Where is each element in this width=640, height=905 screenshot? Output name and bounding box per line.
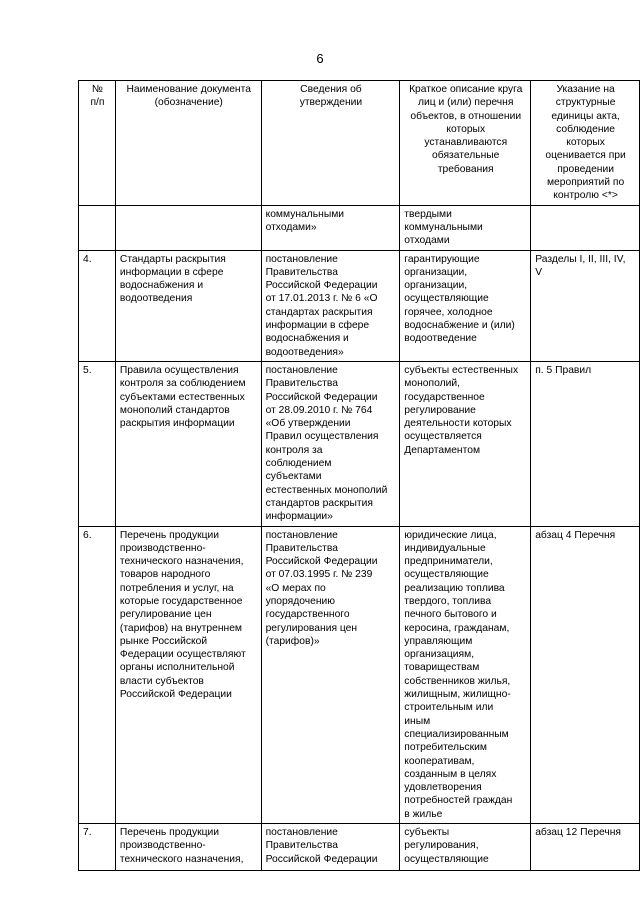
cell-approval-info: постановление Правительства Российской Федерации от 17.01.2013 г. № 6 «О стандартах раскрытия информации в сфере водоснабжения и водоотведения» — [261, 250, 400, 361]
cell-number: 7. — [79, 824, 116, 871]
table-row — [79, 250, 640, 361]
table-row — [79, 526, 640, 824]
cell-structural-units: абзац 4 Перечня — [531, 526, 640, 824]
cell-number — [79, 205, 116, 250]
cell-structural-units: Разделы I, II, III, IV, V — [531, 250, 640, 361]
cell-structural-units: абзац 12 Перечня — [531, 824, 640, 871]
cell-structural-units: п. 5 Правил — [531, 361, 640, 526]
cell-number: 6. — [79, 526, 116, 824]
header-number: № п/п — [79, 81, 116, 206]
cell-document-name: Перечень продукции производственно- технического назначения, — [115, 824, 261, 871]
cell-structural-units — [531, 205, 640, 250]
page-number: 6 — [316, 51, 324, 66]
cell-document-name: Перечень продукции производственно- технического назначения, товаров народного потребления и услуг, на которые государственное регулирование цен (тарифов) на внутреннем рынке Российской Федерации осуществляют органы исполнительной власти субъектов Российской Федерации — [115, 526, 261, 824]
header-document-name: Наименование документа (обозначение) — [115, 81, 261, 206]
cell-approval-info: коммунальными отходами» — [261, 205, 400, 250]
cell-approval-info: постановление Правительства Российской Федерации от 07.03.1995 г. № 239 «О мерах по упорядочению государственного регулирования цен (тарифов)» — [261, 526, 400, 824]
cell-document-name: Стандарты раскрытия информации в сфере водоснабжения и водоотведения — [115, 250, 261, 361]
cell-scope-description: твердыми коммунальными отходами — [400, 205, 531, 250]
cell-number: 4. — [79, 250, 116, 361]
table-row — [79, 361, 640, 526]
table-row — [79, 824, 640, 871]
requirements-table — [78, 80, 640, 871]
cell-document-name — [115, 205, 261, 250]
cell-scope-description: субъекты естественных монополий, государственное регулирование деятельности которых осуществляется Департаментом — [400, 361, 531, 526]
header-structural-units: Указание на структурные единицы акта, соблюдение которых оценивается при проведении мероприятий по контролю <*> — [531, 81, 640, 206]
cell-document-name: Правила осуществления контроля за соблюдением субъектами естественных монополий стандартов раскрытия информации — [115, 361, 261, 526]
header-approval-info: Сведения об утверждении — [261, 81, 400, 206]
table-header-row — [79, 81, 640, 206]
cell-scope-description: субъекты регулирования, осуществляющие — [400, 824, 531, 871]
header-scope-description: Краткое описание круга лиц и (или) перечня объектов, в отношении которых устанавливаются обязательные требования — [400, 81, 531, 206]
cell-scope-description: гарантирующие организации, организации, осуществляющие горячее, холодное водоснабжение и (или) водоотведение — [400, 250, 531, 361]
cell-approval-info: постановление Правительства Российской Федерации от 28.09.2010 г. № 764 «Об утверждении Правил осуществления контроля за соблюдением субъектами естественных монополий стандартов раскрытия информации» — [261, 361, 400, 526]
cell-number: 5. — [79, 361, 116, 526]
cell-approval-info: постановление Правительства Российской Федерации — [261, 824, 400, 871]
cell-scope-description: юридические лица, индивидуальные предприниматели, осуществляющие реализацию топлива твердого, топлива печного бытового и керосина, гражданам, управляющим организациям, товариществам собственников жилья, жилищным, жилищно- строительным или иным специализированным потребительским кооперативам, созданным в целях удовлетворения потребностей граждан в жилье — [400, 526, 531, 824]
table-row — [79, 205, 640, 250]
